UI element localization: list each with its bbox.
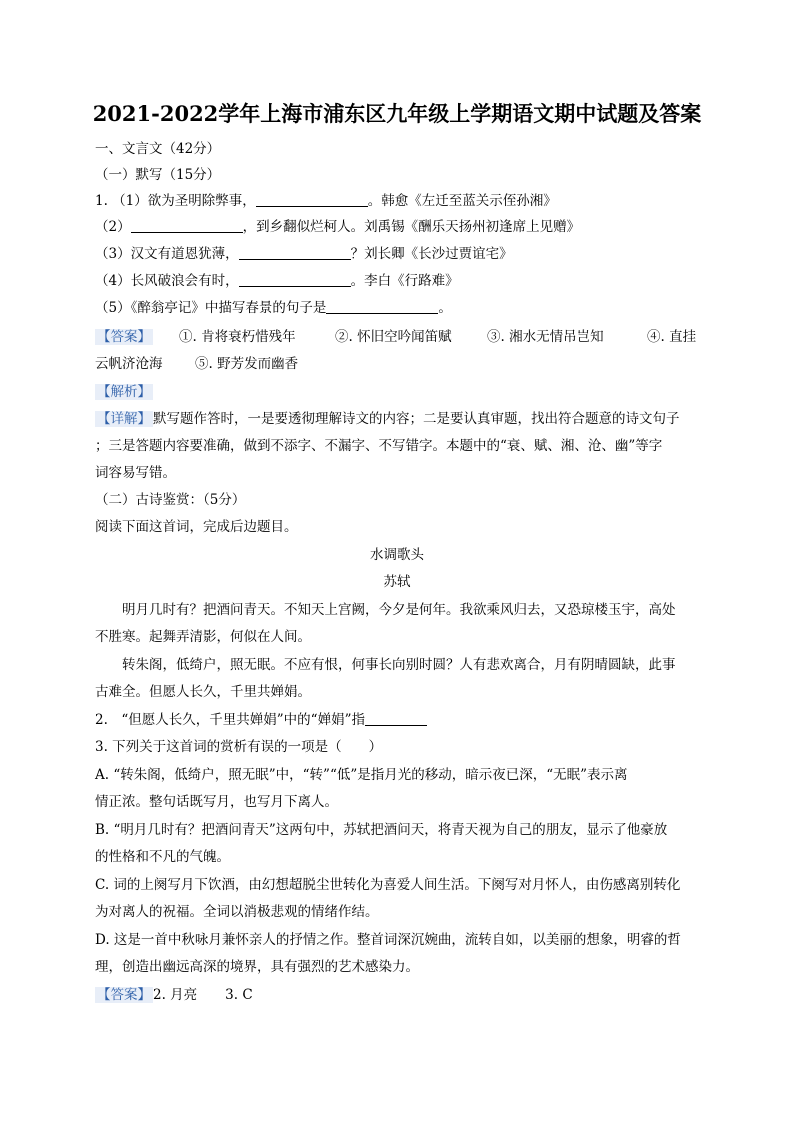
analysis-heading: [95, 383, 705, 401]
question-text: 。李白《行路难》: [350, 273, 459, 289]
question-text: 1. （1）欲为圣明除弊事，: [95, 193, 256, 209]
detail-line-1: [95, 410, 705, 428]
option-d-line: D. 这是一首中秋咏月兼怀亲人的抒情之作。整首词深沉婉曲，流转自如，以美丽的想象，明睿的哲: [95, 932, 681, 948]
detail-text: 默写题作答时，一是要透彻理解诗文的内容；二是要认真审题，找出符合题意的诗文句子: [153, 411, 680, 427]
part-heading: （二）古诗鉴赏：（5分）: [95, 492, 246, 508]
section-heading: 一、文言文（42分）: [95, 141, 221, 157]
answer-blank: [365, 711, 427, 726]
answer-blank: [239, 245, 351, 260]
option-c-line: 为对离人的祝福。全词以消极悲观的情绪作结。: [95, 904, 379, 920]
answer-line-1: [95, 328, 705, 346]
question-text: ，到乡翻似烂柯人。刘禹锡《酬乐天扬州初逢席上见赠》: [242, 219, 581, 235]
answer-line-2: [95, 355, 705, 373]
answer-item: ④. 直挂: [647, 329, 697, 345]
option-b-line: 的性格和不凡的气魄。: [95, 849, 230, 865]
poem-line: 古难全。但愿人长久，千里共婵娟。: [95, 684, 311, 700]
answer-item: 2. 月亮: [153, 987, 198, 1003]
question-text: ？刘长卿《长沙过贾谊宅》: [350, 246, 513, 262]
poem-line: 不胜寒。起舞弄清影，何似在人间。: [95, 629, 311, 645]
question-1-2: [95, 218, 705, 236]
answer-blank: [131, 218, 243, 233]
poem-author: 苏轼: [383, 574, 411, 590]
question-text: 。韩愈《左迁至蓝关示侄孙湘》: [367, 193, 557, 209]
answer-tag: 【答案】: [97, 987, 151, 1003]
option-b-line: B. “明月几时有？把酒问青天”这两句中，苏轼把酒问天，将青天视为自己的朋友，显示了他豪放: [95, 822, 668, 838]
answer-item: ⑤. 野芳发而幽香: [195, 356, 299, 372]
poem-line: 转朱阁，低绮户，照无眠。不应有恨，何事长向别时圆？人有悲欢离合，月有阴晴圆缺，此事: [122, 657, 676, 673]
page-title: 2021-2022学年上海市浦东区九年级上学期语文期中试题及答案: [92, 101, 702, 126]
question-1-4: [95, 272, 705, 290]
poem-title: 水调歌头: [370, 547, 424, 563]
question-3-stem: 3. 下列关于这首词的赏析有误的一项是（ ）: [95, 739, 383, 755]
question-1-1: [95, 192, 705, 210]
detail-tag: 【详解】: [97, 411, 151, 427]
option-d-line: 理，创造出幽远高深的境界，具有强烈的艺术感染力。: [95, 959, 419, 975]
answer-blank: [256, 192, 368, 207]
answer-item: ②. 怀旧空吟闻笛赋: [335, 329, 452, 345]
answer-blank: [326, 299, 438, 314]
answer-item: ①. 肯将衰朽惜残年: [179, 329, 296, 345]
answer-item: ③. 湘水无情吊岂知: [487, 329, 604, 345]
question-text: 2. “但愿人长久，千里共婵娟”中的“婵娟”指: [95, 712, 365, 728]
answer-item: 3. C: [225, 987, 253, 1003]
detail-line-2: ；三是答题内容要准确，做到不添字、不漏字、不写错字。本题中的“衰、赋、湘、沧、幽”等字: [95, 438, 663, 454]
answer-item: 云帆济沧海: [95, 356, 163, 372]
poem-line: 明月几时有？把酒问青天。不知天上宫阙，今夕是何年。我欲乘风归去，又恐琼楼玉宇，高处: [122, 602, 676, 618]
option-a-line: 情正浓。整句话既写月，也写月下离人。: [95, 794, 338, 810]
question-text: （4）长风破浪会有时，: [95, 273, 239, 289]
question-text: （2）: [95, 219, 131, 235]
question-2: [95, 711, 705, 729]
option-a-line: A. “转朱阁，低绮户，照无眠”中，“转”“低”是指月光的移动，暗示夜已深，“无眠”表示离: [95, 767, 628, 783]
answer-blank: [239, 272, 351, 287]
part-heading: （一）默写（15分）: [95, 167, 221, 183]
question-text: （5）《醉翁亭记》中描写春景的句子是: [95, 300, 327, 316]
analysis-tag: 【解析】: [97, 384, 151, 400]
question-1-3: [95, 245, 705, 263]
instruction-text: 阅读下面这首词，完成后边题目。: [95, 519, 298, 535]
answer-line-3: [95, 986, 705, 1004]
question-1-5: [95, 299, 705, 317]
option-c-line: C. 词的上阕写月下饮酒，由幻想超脱尘世转化为喜爱人间生活。下阕写对月怀人，由伤感离别转化: [95, 877, 681, 893]
question-text: （3）汉文有道恩犹薄，: [95, 246, 239, 262]
detail-line-3: 词容易写错。: [95, 465, 176, 481]
question-text: 。: [438, 300, 452, 316]
answer-tag: 【答案】: [97, 329, 151, 345]
